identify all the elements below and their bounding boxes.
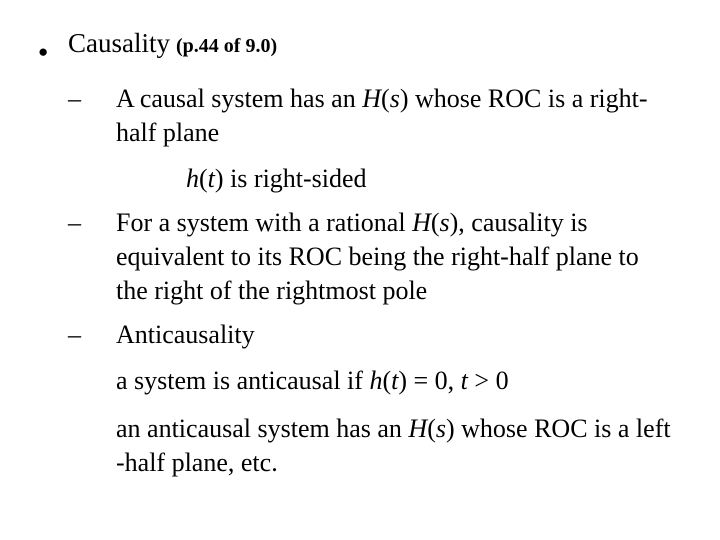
item-3-sub-line-2: an anticausal system has an H(s) whose ROC is a left <box>116 414 671 443</box>
item-3-line-1: Anticausality <box>116 320 255 349</box>
title-page-reference: (p.44 of 9.0) <box>176 35 278 57</box>
item-2-line-1: For a system with a rational H(s), causality is <box>116 208 588 237</box>
item-1-sub-line: h(t) is right-sided <box>186 164 367 193</box>
dash-bullet-icon: – <box>68 84 81 113</box>
item-3-sub-line-1: a system is anticausal if h(t) = 0, t > 0 <box>116 366 509 395</box>
bullet-icon: ● <box>38 42 49 61</box>
slide-title <box>68 28 277 61</box>
item-1-line-1: A causal system has an H(s) whose ROC is a right- <box>116 84 648 113</box>
item-3-sub-line-3: -half plane, etc. <box>116 448 278 477</box>
title-text: Causality <box>68 28 170 58</box>
dash-bullet-icon: – <box>68 208 81 237</box>
item-2-line-2: equivalent to its ROC being the right-half plane to <box>116 242 639 271</box>
item-2-line-3: the right of the rightmost pole <box>116 276 428 305</box>
dash-bullet-icon: – <box>68 320 81 349</box>
item-1-line-2: half plane <box>116 118 220 147</box>
